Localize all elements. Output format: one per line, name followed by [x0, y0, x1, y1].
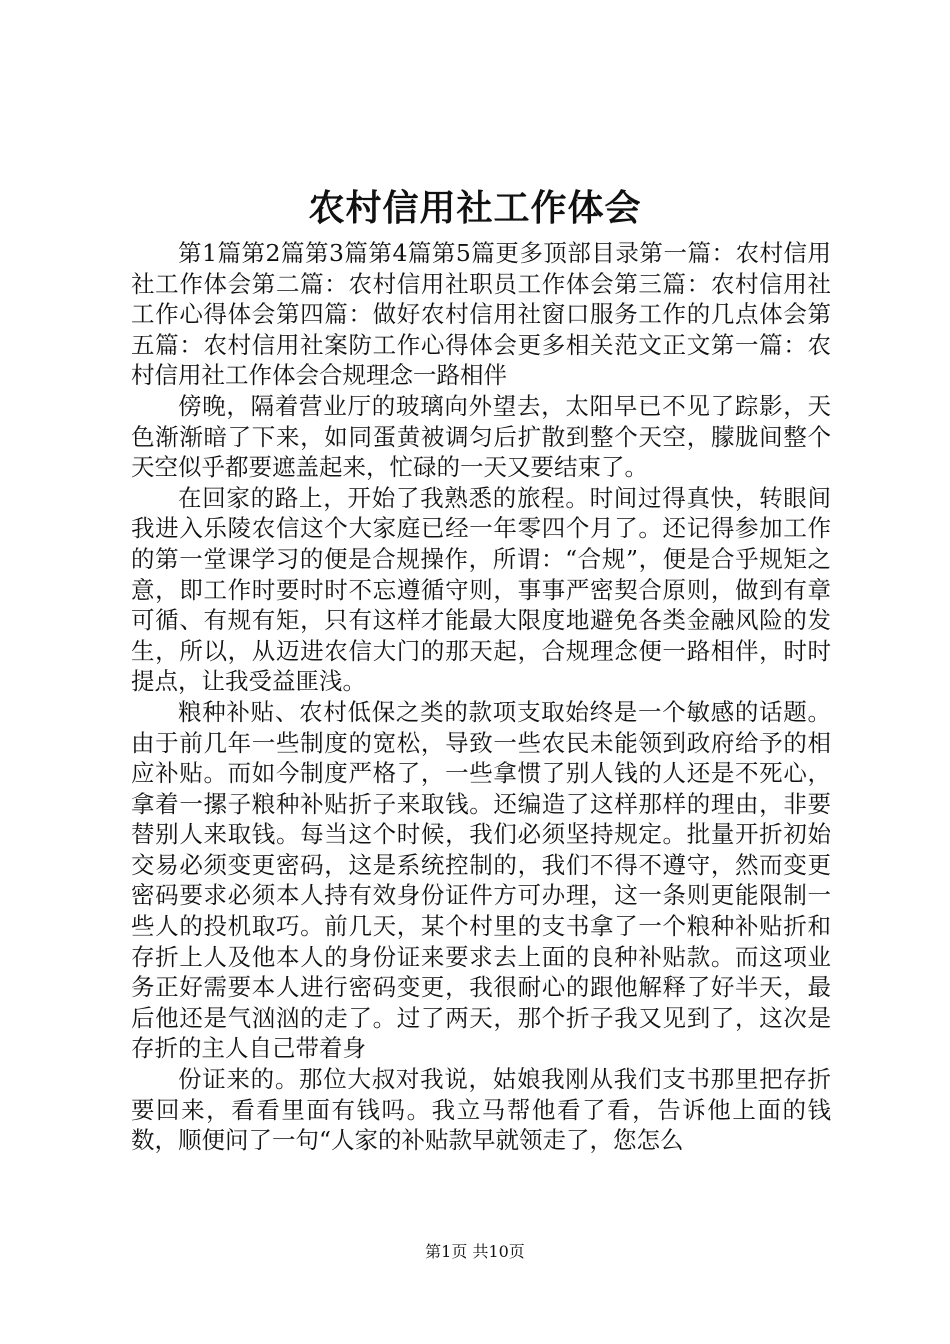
paragraph: 在回家的路上，开始了我熟悉的旅程。时间过得真快，转眼间我进入乐陵农信这个大家庭已经一年零四个月了。还记得参加工作的第一堂课学习的便是合规操作，所谓：“合规”，便是合乎规矩之意，即工作时要时时不忘遵循守则，事事严密契合原则，做到有章可循、有规有矩，只有这样才能最大限度地避免各类金融风险的发生，所以，从迈进农信大门的那天起，合规理念便一路相伴，时时提点，让我受益匪浅。: [131, 483, 831, 696]
document-title: 农村信用社工作体会: [308, 187, 642, 229]
paragraph: 粮种补贴、农村低保之类的款项支取始终是一个敏感的话题。由于前几年一些制度的宽松，导致一些农民未能领到政府给予的相应补贴。而如今制度严格了，一些拿惯了别人钱的人还是不死心，拿着一摞子粮种补贴折子来取钱。还编造了这样那样的理由，非要替别人来取钱。每当这个时候，我们必须坚持规定。批量开折初始交易必须变更密码，这是系统控制的，我们不得不遵守，然而变更密码要求必须本人持有效身份证件方可办理，这一条则更能限制一些人的投机取巧。前几天，某个村里的支书拿了一个粮种补贴折和存折上人及他本人的身份证来要求去上面的良种补贴款。而这项业务正好需要本人进行密码变更，我很耐心的跟他解释了好半天，最后他还是气汹汹的走了。过了两天，那个折子我又见到了，这次是存折的主人自己带着身: [131, 697, 831, 1063]
paragraph-toc: 第1篇第2篇第3篇第4篇第5篇更多顶部目录第一篇：农村信用社工作体会第二篇：农村信用社职员工作体会第三篇：农村信用社工作心得体会第四篇：做好农村信用社窗口服务工作的几点体会第五篇：农村信用社案防工作心得体会更多相关范文正文第一篇：农村信用社工作体会合规理念一路相伴: [131, 239, 831, 390]
paragraph: 傍晚，隔着营业厅的玻璃向外望去，太阳早已不见了踪影，天色渐渐暗了下来，如同蛋黄被调匀后扩散到整个天空，朦胧间整个天空似乎都要遮盖起来，忙碌的一天又要结束了。: [131, 391, 831, 482]
document-body: [131, 238, 831, 1156]
page-number: 第1页 共10页: [425, 1242, 525, 1261]
paragraph: 份证来的。那位大叔对我说，姑娘我刚从我们支书那里把存折要回来，看看里面有钱吗。我立马帮他看了看，告诉他上面的钱数，顺便问了一句“人家的补贴款早就领走了，您怎么: [131, 1065, 831, 1155]
